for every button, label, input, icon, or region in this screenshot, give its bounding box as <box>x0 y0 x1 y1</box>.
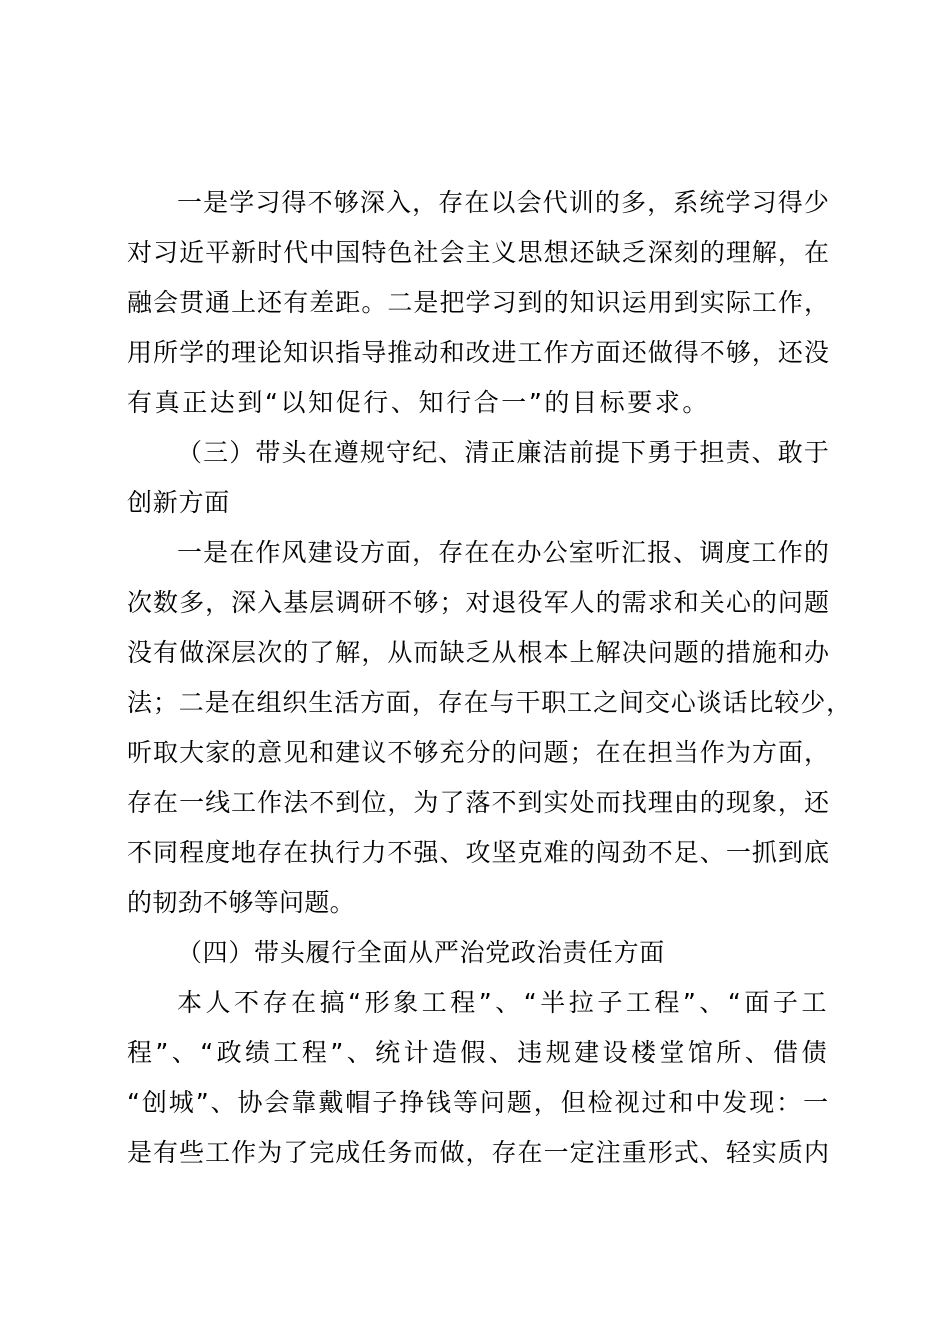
line-12: 听取大家的意见和建议不够充分的问题；在在担当作为方面， <box>127 738 830 767</box>
section-heading-4: （四）带头履行全面从严治党政治责任方面 <box>177 938 665 967</box>
line-15: 的韧劲不够等问题。 <box>127 888 355 917</box>
line-20: 是有些工作为了完成任务而做，存在一定注重形式、轻实质内 <box>127 1138 830 1167</box>
line-2: 对习近平新时代中国特色社会主义思想还缺乏深刻的理解，在 <box>127 238 830 267</box>
line-18: 程”、“政绩工程”、统计造假、违规建设楼堂馆所、借债 <box>127 1038 830 1067</box>
line-1: 一是学习得不够深入，存在以会代训的多，系统学习得少 <box>177 188 830 217</box>
line-5: 有真正达到“以知促行、知行合一”的目标要求。 <box>127 388 710 417</box>
line-11: 法；二是在组织生活方面，存在与干职工之间交心谈话比较少， <box>127 688 852 717</box>
line-8: 一是在作风建设方面，存在在办公室听汇报、调度工作的 <box>177 538 830 567</box>
line-14: 不同程度地存在执行力不强、攻坚克难的闯劲不足、一抓到底 <box>127 838 830 867</box>
line-19: “创城”、协会靠戴帽子挣钱等问题，但检视过和中发现：一 <box>127 1088 830 1117</box>
line-9: 次数多，深入基层调研不够；对退役军人的需求和关心的问题 <box>127 588 830 617</box>
section-heading-3: （三）带头在遵规守纪、清正廉洁前提下勇于担责、敢于 <box>177 438 830 467</box>
line-3: 融会贯通上还有差距。二是把学习到的知识运用到实际工作， <box>127 288 830 317</box>
section-heading-3-cont: 创新方面 <box>127 488 230 517</box>
line-4: 用所学的理论知识指导推动和改进工作方面还做得不够，还没 <box>127 338 830 367</box>
line-10: 没有做深层次的了解，从而缺乏从根本上解决问题的措施和办 <box>127 638 830 667</box>
line-17: 本人不存在搞“形象工程”、“半拉子工程”、“面子工 <box>177 988 830 1017</box>
line-13: 存在一线工作法不到位，为了落不到实处而找理由的现象，还 <box>127 788 830 817</box>
